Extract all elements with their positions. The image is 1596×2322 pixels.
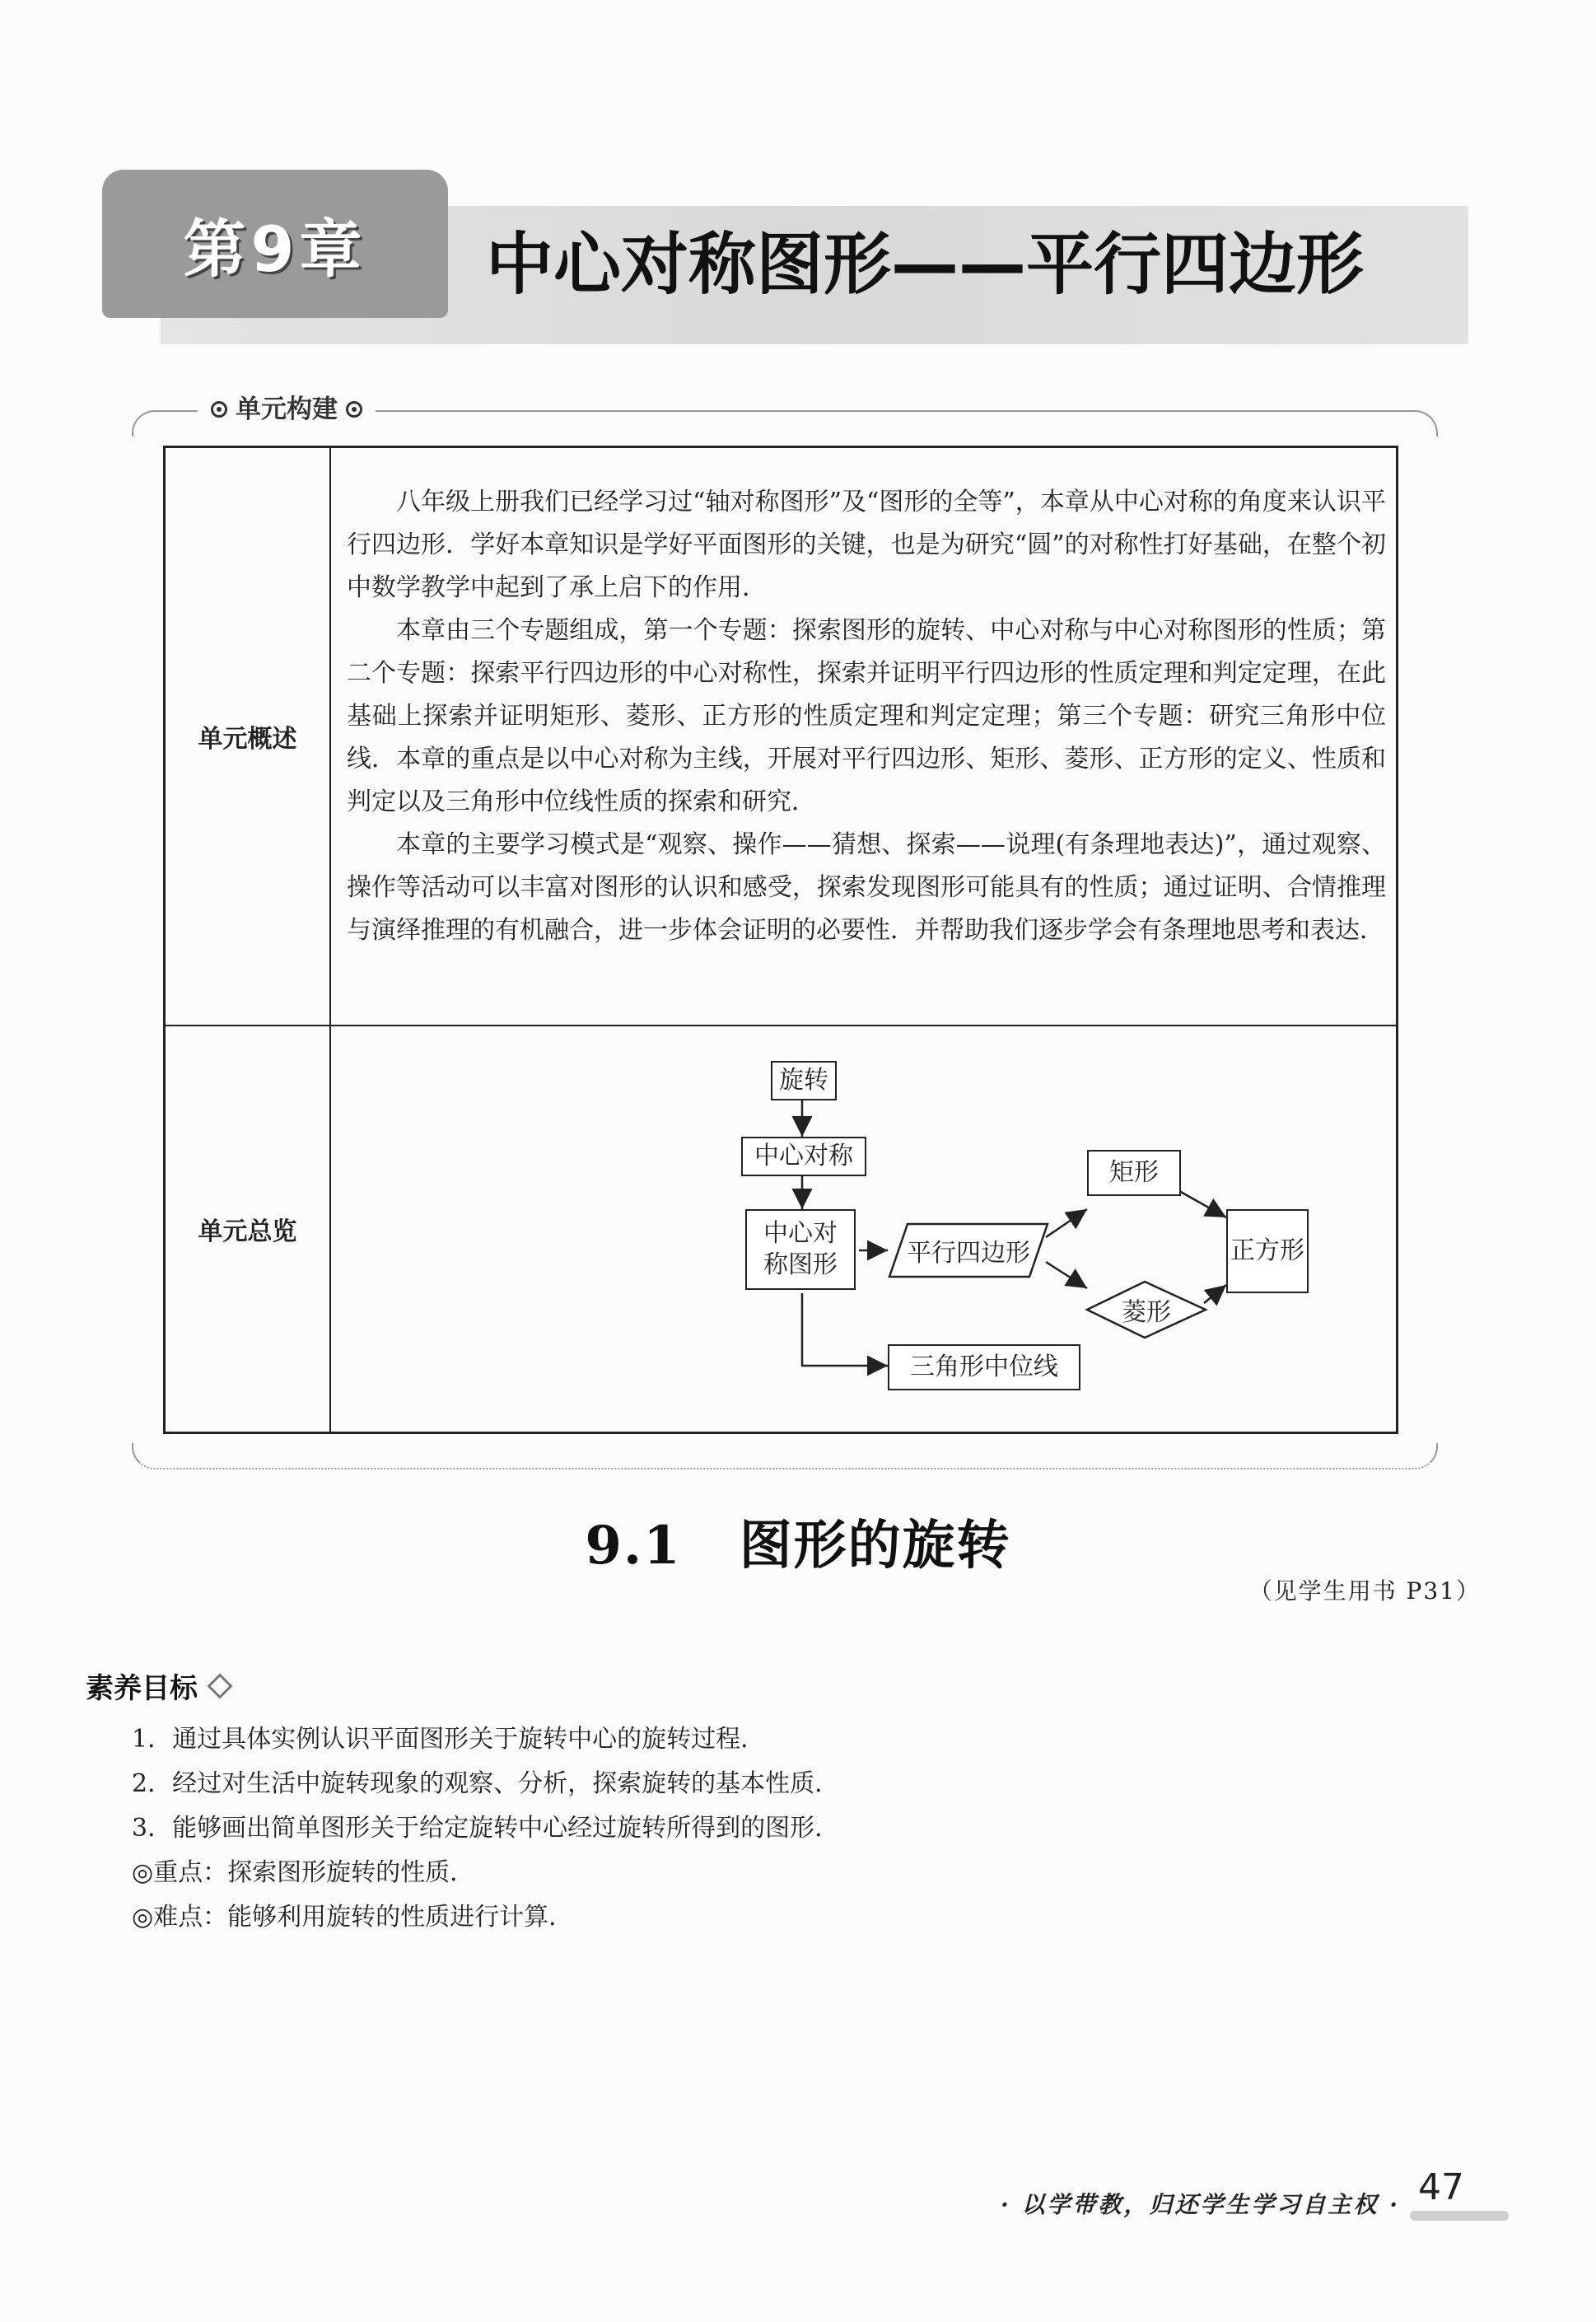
chapter-label: 第9章 <box>183 212 367 286</box>
page-number-underline <box>1410 2211 1509 2221</box>
section-number: 9.1 <box>585 1515 682 1577</box>
ring-bullet-icon <box>346 401 362 418</box>
chapter-title: 中心对称图形——平行四边形 <box>486 226 1365 304</box>
overview-paragraph: 本章由三个专题组成，第一个专题：探索图形的旋转、中心对称与中心对称图形的性质；第二个专题：探索平行四边形的中心对称性，探索并证明平行四边形的性质定理和判定定理，在此基础上探索并证明矩形、菱形、正方形的性质定理和判定定理；第三个专题：研究三角形中位线．本章的重点是以中心对称为主线，开展对平行四边形、矩形、菱形、正方形的定义、性质和判定以及三角形中位线性质的探索和研究． <box>347 616 1386 816</box>
summary-label: 单元总览 <box>198 1217 297 1246</box>
flow-node-rhombus: 菱形 <box>1122 1298 1171 1327</box>
unit-section-label-text: 单元构建 <box>236 395 338 424</box>
goal-item: 3．能够画出简单图形关于给定旋转中心经过旋转所得到的图形． <box>132 1814 840 1843</box>
goals-heading-text: 素养目标 <box>86 1672 198 1705</box>
arrow-figure-to-midline <box>802 1293 888 1366</box>
flow-node-central-symmetry: 中心对称 <box>741 1137 866 1176</box>
unit-table <box>163 446 1398 1434</box>
goals-heading <box>86 1666 229 1706</box>
student-book-reference: （见学生用书 P31） <box>1248 1577 1481 1605</box>
chapter-tab <box>102 170 448 318</box>
goal-item: 2．经过对生活中旋转现象的观察、分析，探索旋转的基本性质． <box>132 1769 840 1798</box>
overview-text <box>347 481 1386 952</box>
unit-section-label <box>198 392 376 427</box>
flow-node-parallelogram: 平行四边形 <box>907 1239 1030 1268</box>
difficult-point-item: ◎难点：能够利用旋转的性质进行计算． <box>132 1903 574 1932</box>
arrow-to-rhombus <box>1046 1262 1087 1288</box>
overview-paragraph: 八年级上册我们已经学习过“轴对称图形”及“图形的全等”，本章从中心对称的角度来认识平行四边形．学好本章知识是学好平面图形的关键，也是为研究“圆”的对称性打好基础，在整个初中数学教学中起到了承上启下的作用． <box>347 488 1386 602</box>
flow-node-square: 正方形 <box>1226 1209 1309 1293</box>
section-title: 图形的旋转 <box>739 1515 1011 1577</box>
key-point-item: ◎重点：探索图形旋转的性质． <box>132 1858 475 1887</box>
footer-motto: · 以学带教，归还学生学习自主权 · <box>1001 2191 1400 2218</box>
overview-label: 单元概述 <box>198 725 297 754</box>
flow-node-midline: 三角形中位线 <box>888 1344 1080 1390</box>
page-number: 47 <box>1418 2166 1464 2208</box>
arrow-rectangle-to-square <box>1179 1191 1226 1217</box>
overview-paragraph: 本章的主要学习模式是“观察、操作——猜想、探索——说理(有条理地表达)”，通过观察、操作等活动可以丰富对图形的认识和感受，探索发现图形可能具有的性质；通过证明、合情推理与演绎推理的有机融合，进一步体会证明的必要性．并帮助我们逐步学会有条理地思考和表达． <box>347 830 1386 945</box>
flow-node-rectangle: 矩形 <box>1087 1150 1181 1196</box>
section-heading <box>0 1503 1596 1579</box>
flow-node-rotation: 旋转 <box>771 1061 837 1100</box>
diamond-icon <box>207 1673 232 1698</box>
unit-flowchart <box>331 1026 1396 1432</box>
ring-bullet-icon <box>211 401 227 418</box>
goals-list <box>132 1717 839 1940</box>
flow-node-central-symmetric-figure: 中心对称图形 <box>745 1209 856 1290</box>
arrow-rhombus-to-square <box>1204 1285 1226 1303</box>
arrow-to-rectangle <box>1046 1209 1087 1237</box>
unit-frame-bottom <box>132 1443 1438 1469</box>
goal-item: 1．通过具体实例认识平面图形关于旋转中心的旋转过程． <box>132 1725 766 1754</box>
